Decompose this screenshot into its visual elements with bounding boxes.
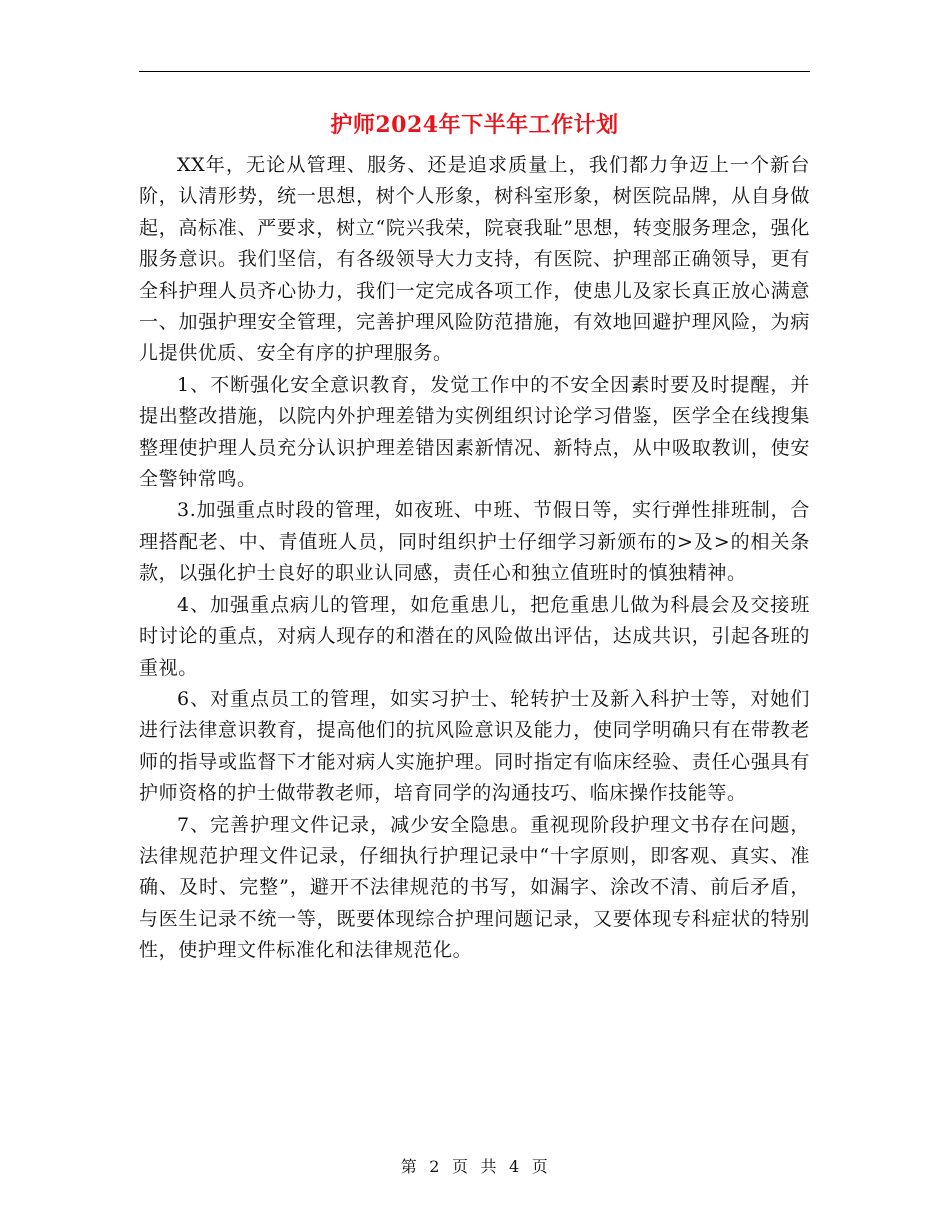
paragraph-item-3: 3.加强重点时段的管理，如夜班、中班、节假日等，实行弹性排班制，合理搭配老、中、青值班人员，同时组织护士仔细学习新颁布的>及>的相关条款，以强化护士良好的职业认同感，责任心和独立值班时的慎独精神。 [139, 499, 810, 585]
footer-label-unit: 页 [451, 1157, 469, 1176]
document-body [139, 150, 810, 967]
footer-label-page: 第 [400, 1157, 418, 1176]
paragraph-intro: XX年，无论从管理、服务、还是追求质量上，我们都力争迈上一个新台阶，认清形势，统一思想，树个人形象，树科室形象，树医院品牌，从自身做起，高标准、严要求，树立“院兴我荣，院衰我耻”思想，转变服务理念，强化服务意识。我们坚信，有各级领导大力支持，有医院、护理部正确领导，更有全科护理人员齐心协力，我们一定完成各项工作，使患儿及家长真正放心满意一、加强护理安全管理，完善护理风险防范措施，有效地回避护理风险，为病儿提供优质、安全有序的护理服务。 [139, 154, 810, 365]
paragraph-item-4: 4、加强重点病儿的管理，如危重患儿，把危重患儿做为科晨会及交接班时讨论的重点，对病人现存的和潜在的风险做出评估，达成共识，引起各班的重视。 [139, 593, 810, 679]
footer-current-page: 2 [429, 1157, 440, 1176]
paragraph-item-6: 6、对重点员工的管理，如实习护士、轮转护士及新入科护士等，对她们进行法律意识教育，提高他们的抗风险意识及能力，使同学明确只有在带教老师的指导或监督下才能对病人实施护理。同时指定有临床经验、责任心强具有护师资格的护士做带教老师，培育同学的沟通技巧、临床操作技能等。 [139, 687, 810, 805]
footer-label-unit-end: 页 [531, 1157, 549, 1176]
header-rule [139, 71, 810, 72]
footer-label-total: 共 [480, 1157, 498, 1176]
document-title: 护师2024年下半年工作计划 [330, 112, 619, 138]
paragraph-item-7: 7、完善护理文件记录，减少安全隐患。重视现阶段护理文书存在问题，法律规范护理文件记录，仔细执行护理记录中“十字原则，即客观、真实、准确、及时、完整”，避开不法律规范的书写，如漏字、涂改不清、前后矛盾，与医生记录不统一等，既要体现综合护理问题记录，又要体现专科症状的特别性，使护理文件标准化和法律规范化。 [139, 813, 810, 962]
page-footer [139, 1154, 810, 1177]
footer-total-pages: 4 [509, 1157, 520, 1176]
paragraph-item-1: 1、不断强化安全意识教育，发觉工作中的不安全因素时要及时提醒，并提出整改措施，以院内外护理差错为实例组织讨论学习借鉴，医学全在线搜集整理使护理人员充分认识护理差错因素新情况、新特点，从中吸取教训，使安全警钟常鸣。 [139, 373, 810, 491]
